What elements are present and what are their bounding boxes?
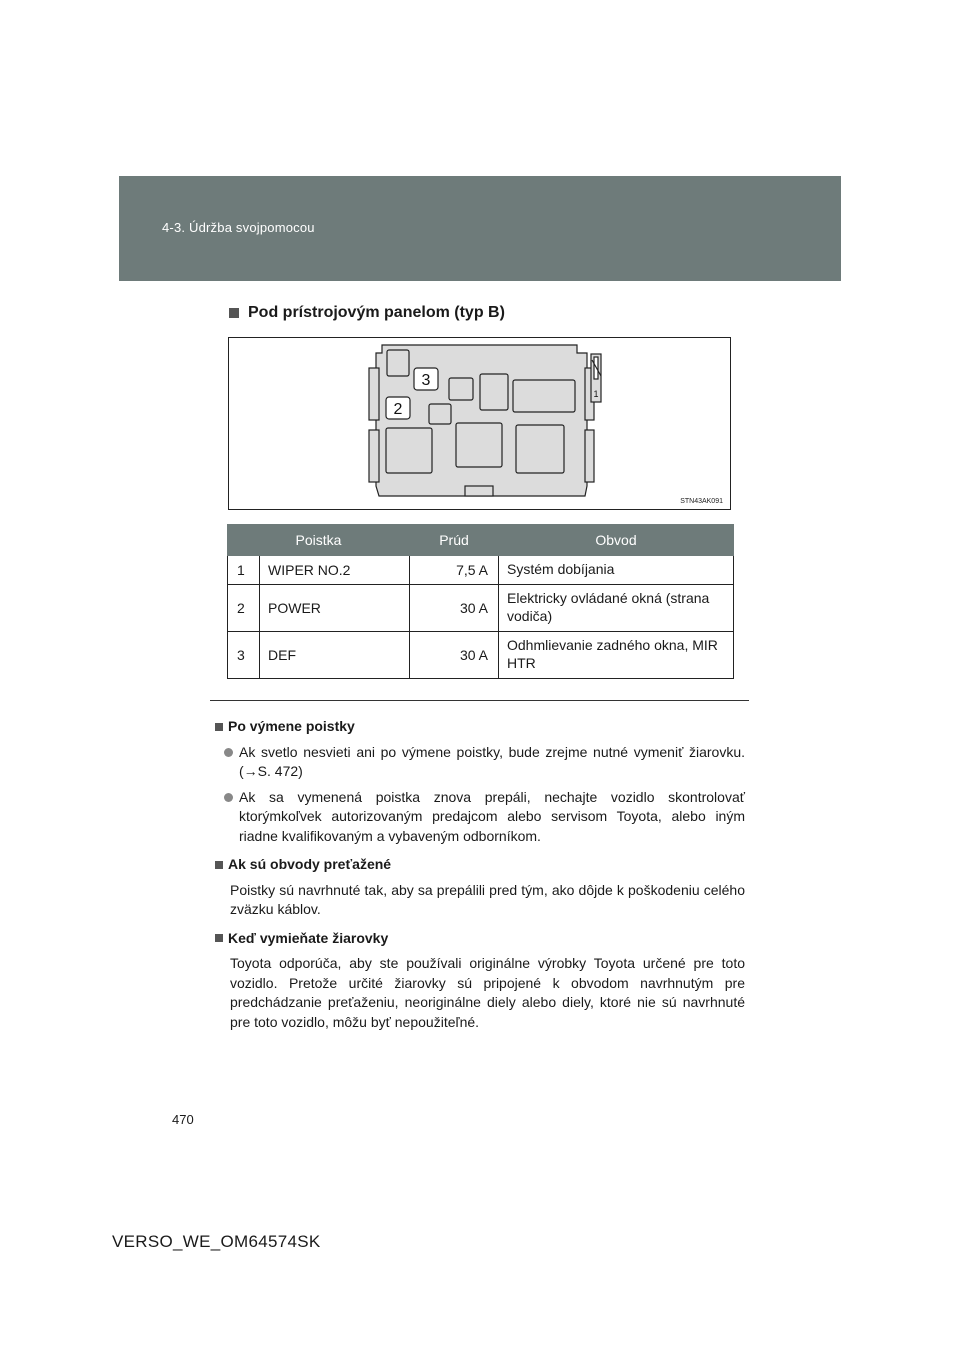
section-title	[229, 304, 505, 322]
chapter-header-band	[119, 176, 841, 281]
table-row	[228, 585, 734, 632]
callout-2-label: 2	[393, 401, 403, 418]
fuse-amperage: 7,5 A	[410, 556, 499, 585]
table-header-row	[228, 525, 734, 556]
section-title-text: Pod prístrojovým panelom (typ B)	[248, 304, 505, 321]
note-title: Ak sú obvody preťažené	[228, 856, 392, 872]
relay-large-3	[516, 425, 564, 473]
page-number: 470	[172, 1112, 194, 1127]
bullet-text: Ak sa vymenená poistka znova prepáli, nechajte vozidlo skontrolovať ktorýmkoľvek autorizovaným predajcom alebo servisom Toyota, alebo iným riadne kvalifikovaným a vybaveným odborníkom.	[239, 788, 745, 844]
fuse-table	[227, 524, 734, 679]
square-bullet-icon	[215, 934, 223, 942]
divider	[210, 700, 749, 701]
fuse-circuit: Elektricky ovládané okná (strana vodiča)	[499, 585, 734, 632]
relay-slot-b	[480, 374, 508, 410]
note-heading	[215, 855, 745, 875]
notes-section	[215, 717, 745, 1032]
fuse-name: POWER	[260, 585, 410, 632]
table-row	[228, 632, 734, 679]
fuse-slot-d	[429, 404, 451, 424]
header-circuit: Obvod	[499, 525, 734, 556]
circle-bullet-icon	[224, 793, 233, 802]
callout-1-label: 1	[593, 389, 599, 399]
document-id: VERSO_WE_OM64574SK	[112, 1232, 321, 1251]
relay-large-2	[456, 423, 502, 467]
note-paragraph: Toyota odporúča, aby ste používali originálne výrobky Toyota určené pre toto vozidlo. Pretože určité žiarovky sú pripojené k obvodom navrhnutým pre predchádzanie preťaženiu, neoriginálne diely alebo diely, ktoré nie sú navrhnuté pre toto vozidlo, môžu byť nepoužiteľné.	[230, 955, 745, 1030]
circle-bullet-icon	[224, 748, 233, 757]
fuse-name: DEF	[260, 632, 410, 679]
square-bullet-icon	[215, 723, 223, 731]
bullet-text: Ak svetlo nesvieti ani po výmene poistky, bude zrejme nutné vymeniť žiarovku. (→S. 472)	[239, 743, 745, 779]
fuse-number: 1	[228, 556, 260, 585]
bullet-item	[215, 743, 745, 782]
left-tab-upper	[369, 368, 379, 420]
fuse-slot-a	[449, 378, 473, 400]
square-bullet-icon	[215, 861, 223, 869]
bottom-latch	[465, 486, 493, 496]
relay-top-left	[387, 350, 409, 376]
fuse-amperage: 30 A	[410, 585, 499, 632]
relay-slot-c	[513, 380, 575, 412]
relay-large-1	[386, 428, 432, 473]
fuse-box-diagram	[229, 338, 730, 509]
header-fuse: Poistka	[228, 525, 410, 556]
header-current: Prúd	[410, 525, 499, 556]
note-heading	[215, 929, 745, 949]
square-bullet-icon	[229, 308, 239, 318]
left-tab-lower	[369, 430, 379, 482]
figure-code: STN43AK091	[680, 498, 723, 505]
fuse-number: 2	[228, 585, 260, 632]
table-row	[228, 556, 734, 585]
note-heading	[215, 717, 745, 737]
note-paragraph: Poistky sú navrhnuté tak, aby sa prepálili pred tým, ako dôjde k poškodeniu celého zväzku káblov.	[230, 881, 745, 917]
breadcrumb: 4-3. Údržba svojpomocou	[162, 220, 315, 235]
note-title: Po výmene poistky	[228, 718, 355, 734]
fuse-circuit: Systém dobíjania	[499, 556, 734, 585]
bullet-item	[215, 788, 745, 847]
fuse-amperage: 30 A	[410, 632, 499, 679]
callout-3-label: 3	[421, 372, 431, 389]
fuse-number: 3	[228, 632, 260, 679]
fuse-name: WIPER NO.2	[260, 556, 410, 585]
fuse-box-figure	[228, 337, 731, 510]
right-tab-lower	[585, 430, 594, 482]
note-title: Keď vymieňate žiarovky	[228, 929, 389, 946]
fuse-circuit: Odhmlievanie zadného okna, MIR HTR	[499, 632, 734, 679]
